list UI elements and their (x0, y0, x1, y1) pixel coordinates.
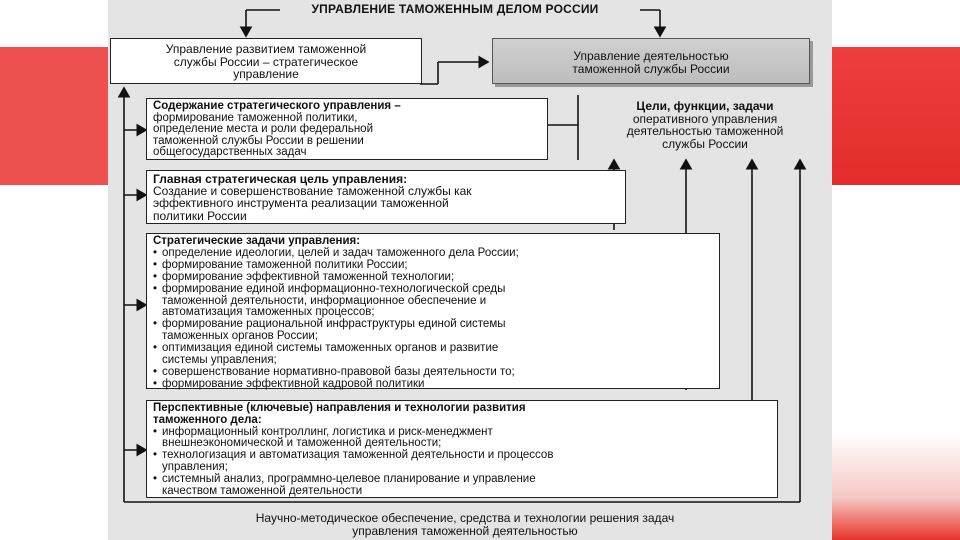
task-item: • определение идеологии, целей и задач таможенного дела России; (153, 248, 713, 260)
strategy-content-box (146, 98, 548, 160)
content-line: таможенной службы России в решении (153, 134, 364, 147)
footer-text (150, 512, 780, 538)
content-title: Содержание стратегического управления – (153, 100, 401, 112)
main-goal-box (146, 170, 626, 224)
goals-line: службы России (662, 136, 748, 151)
main-goal-line: эффективного инструмента реализации таможенной (153, 196, 449, 211)
goals-line: деятельностью таможенной (626, 124, 784, 138)
content-line: общегосударственных задач (153, 146, 307, 159)
strategic-line: службы России – стратегическое (173, 54, 359, 69)
main-goal-title: Главная стратегическая цель управления: (153, 172, 408, 186)
operational-management-box (492, 38, 810, 84)
goals-line: Цели, функции, задачи (636, 99, 774, 113)
direction-item: • технологизация и автоматизация таможенной деятельности и процессов управления; (153, 450, 771, 474)
content-line: определение места и роли федеральной (153, 123, 373, 136)
task-item: • формирование рациональной инфраструктуры единой системы таможенных органов России; (153, 319, 713, 343)
strategic-tasks-box (146, 233, 720, 389)
task-item: • оптимизация единой системы таможенных органов и развитие системы управления; (153, 343, 713, 367)
main-goal-line: Создание и совершенствование таможенной службы как (153, 184, 472, 199)
task-item: • формирование эффективной таможенной технологии; (153, 272, 713, 284)
task-item: • совершенствование нормативно-правовой базы деятельности то; (153, 367, 713, 379)
strategic-line: управление (233, 67, 299, 81)
task-item: • формирование единой информационно-технологической среды таможенной деятельности, информационное обеспечение и автоматизация таможенных процессов; (153, 284, 713, 320)
strategic-management-box (110, 38, 422, 84)
key-directions-box (146, 400, 778, 498)
operational-line: таможенной службы России (572, 62, 730, 76)
content-line: формирование таможенной политики, (153, 111, 358, 124)
diagram-title: УПРАВЛЕНИЕ ТАМОЖЕННЫМ ДЕЛОМ РОССИИ (311, 2, 599, 16)
operational-line: Управление деятельностью (573, 49, 729, 63)
direction-item: • системный анализ, программно-целевое планирование и управление качеством таможенной деятельности (153, 474, 771, 498)
footer-line: Научно-методическое обеспечение, средства и технологии решения задач (255, 511, 675, 525)
directions-title: Перспективные (ключевые) направления и технологии развития (153, 402, 526, 414)
footer-line: управления таможенной деятельностью (352, 524, 578, 538)
task-item: • формирование эффективной кадровой политики (153, 379, 713, 391)
strategic-line: Управление развитием таможенной (165, 42, 367, 56)
main-goal-line: политики России (153, 208, 247, 223)
tasks-title: Стратегические задачи управления: (153, 235, 361, 247)
goals-line: оперативного управления (632, 111, 778, 126)
direction-item: • информационный контроллинг, логистика и риск-менеджмент внешнеэкономической и таможенной деятельности; (153, 427, 771, 451)
task-item: • формирование таможенной политики России; (153, 260, 713, 272)
directions-title: таможенного дела: (153, 413, 262, 426)
operational-goals-box (586, 98, 824, 150)
